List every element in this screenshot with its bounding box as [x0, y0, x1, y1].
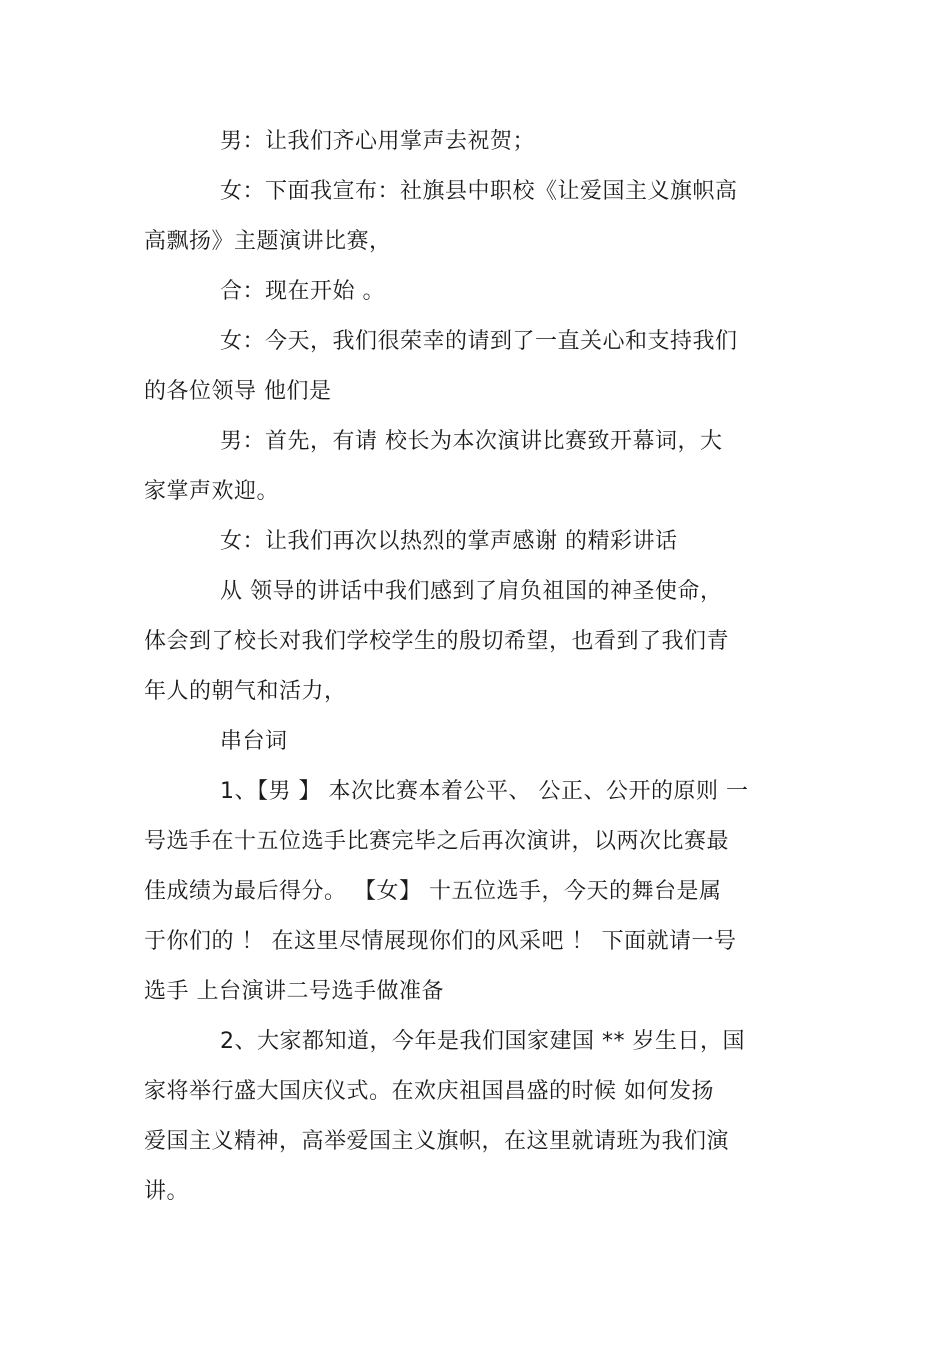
text-line: 爱国主义精神，高举爱国主义旗帜，在这里就请班为我们演: [144, 1129, 730, 1154]
text-line: 家掌声欢迎。: [144, 479, 280, 504]
text-line: 男：让我们齐心用掌声去祝贺；: [220, 129, 536, 154]
text-line: 选手 上台演讲二号选手做准备: [144, 979, 444, 1004]
text-line: 年人的朝气和活力，: [144, 679, 347, 704]
text-line: 1、【男 】 本次比赛本着公平、 公正、公开的原则 一: [220, 779, 749, 804]
text-line: 女：下面我宣布：社旗县中职校《让爱国主义旗帜高: [220, 179, 738, 204]
text-line: 合：现在开始 。: [220, 279, 385, 304]
section-heading: 串台词: [220, 729, 288, 754]
text-line: 的各位领导 他们是: [144, 379, 332, 404]
text-line: 女：让我们再次以热烈的掌声感谢 的精彩讲话: [220, 529, 678, 554]
text-line: 男：首先，有请 校长为本次演讲比赛致开幕词，大: [220, 429, 723, 454]
text-line: 号选手在十五位选手比赛完毕之后再次演讲，以两次比赛最: [144, 829, 730, 854]
text-line: 2、大家都知道，今年是我们国家建国 ** 岁生日，国: [220, 1029, 745, 1054]
text-line: 讲。: [144, 1179, 190, 1204]
text-line: 佳成绩为最后得分。 【女】 十五位选手，今天的舞台是属: [144, 879, 722, 904]
text-line: 高飘扬》主题演讲比赛，: [144, 229, 392, 254]
text-line: 家将举行盛大国庆仪式。在欢庆祖国昌盛的时候 如何发扬: [144, 1079, 714, 1104]
text-line: 体会到了校长对我们学校学生的殷切希望，也看到了我们青: [144, 629, 730, 654]
text-line: 女：今天，我们很荣幸的请到了一直关心和支持我们: [220, 329, 738, 354]
text-line: 从 领导的讲话中我们感到了肩负祖国的神圣使命，: [220, 579, 723, 604]
text-line: 于你们的 ！ 在这里尽情展现你们的风采吧 ！ 下面就请一号: [144, 929, 737, 954]
